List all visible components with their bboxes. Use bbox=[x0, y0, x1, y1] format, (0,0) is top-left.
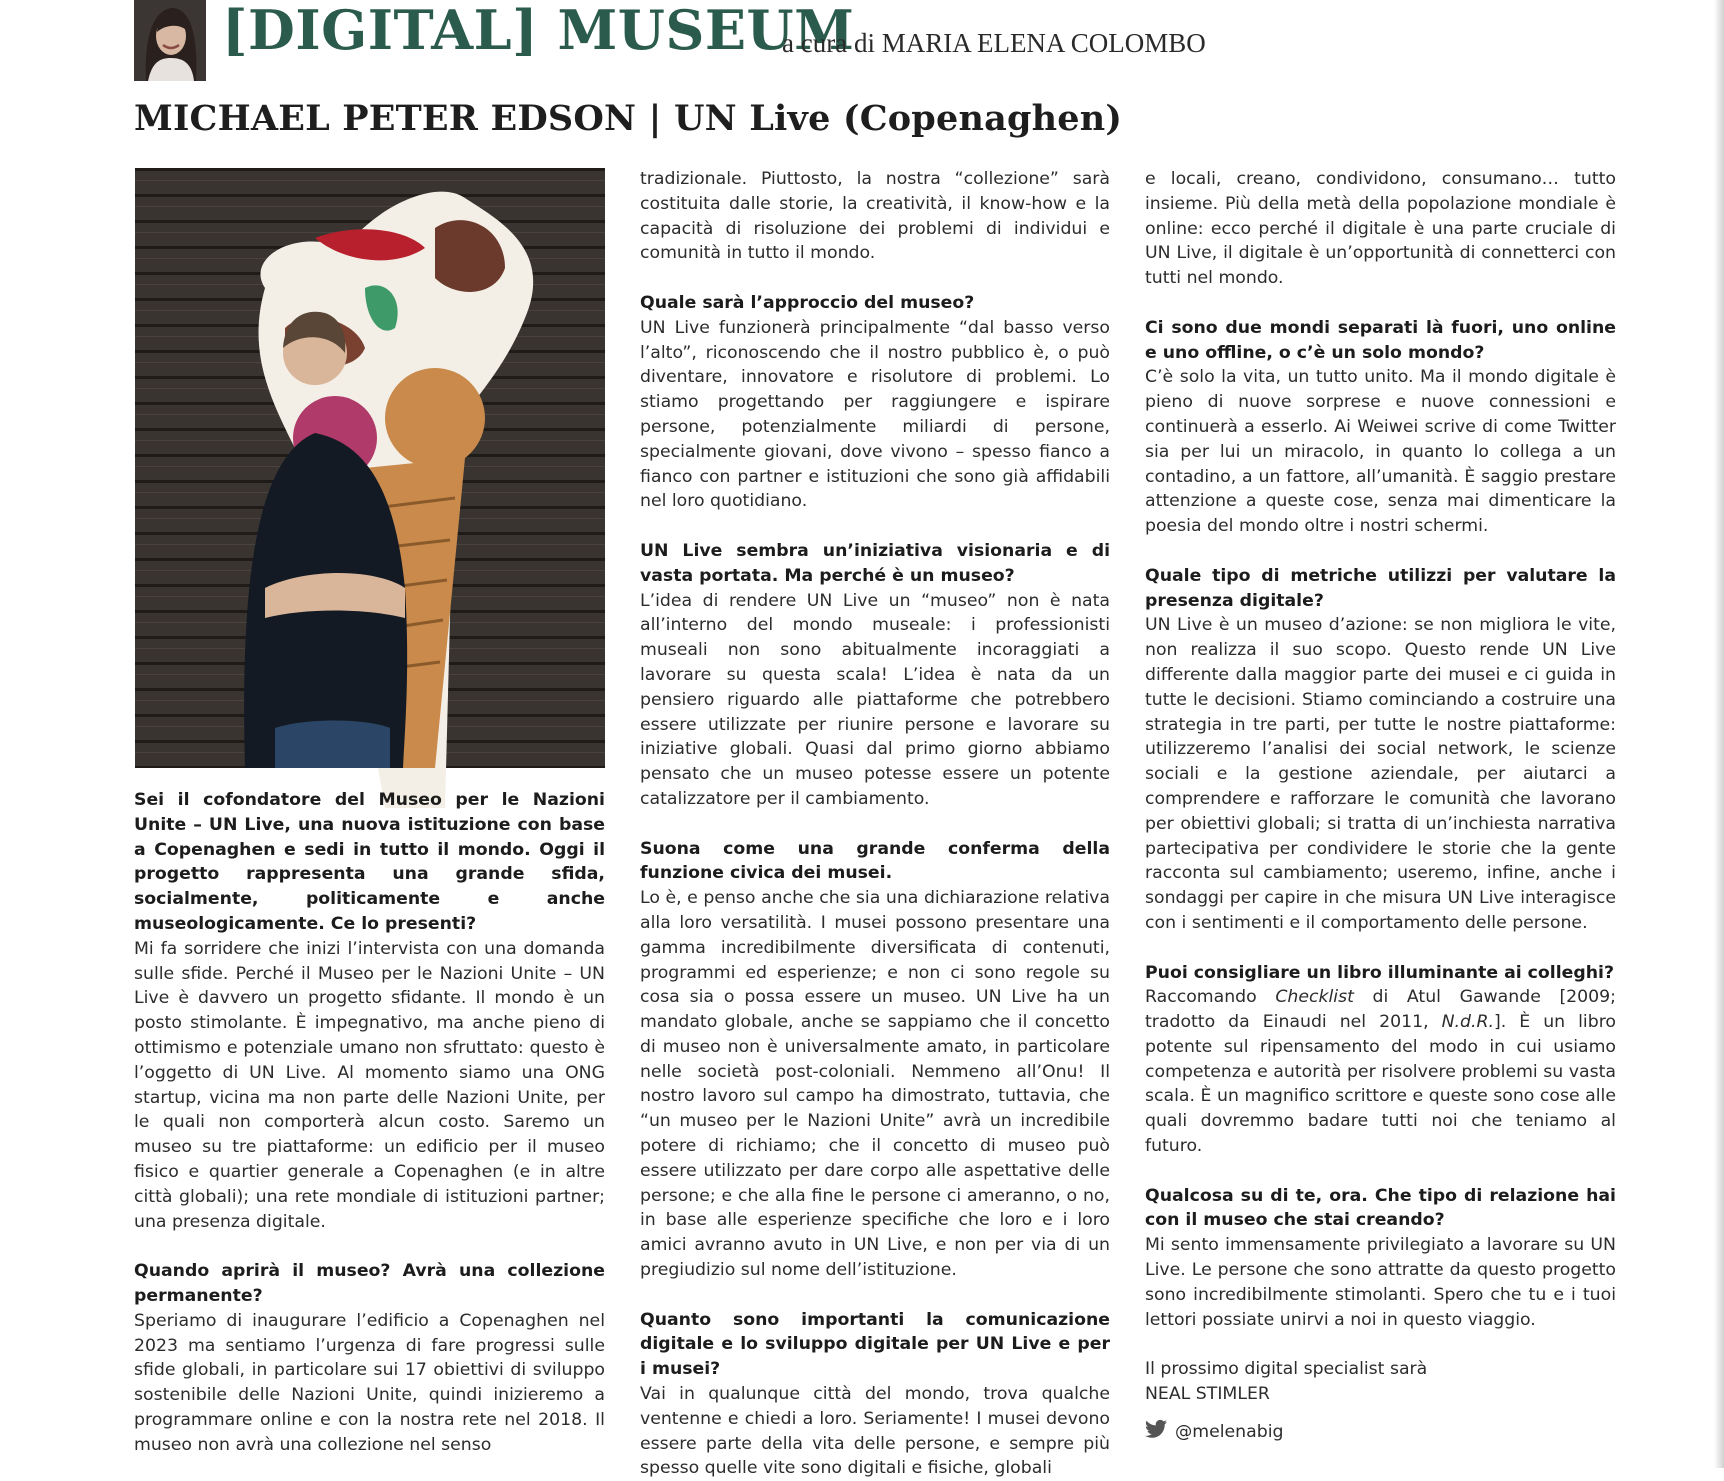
answer-text: UN Live funzionerà principalmente “dal basso verso l’alto”, riconoscendo che il nostro pubblico è, o può diventare, innovatore e risolutore di problemi. Lo stiamo progettando per raggiungere e ispirare persone, potenzialmente miliardi di persone, specialmente giovani, dove vivono – spesso fianco a fianco con partner e istituzioni che sono già affidabili nel loro quotidiano. bbox=[640, 317, 1110, 512]
question-text: Quando aprirà il museo? Avrà una collezione permanente? bbox=[134, 1261, 605, 1306]
curator-credit: a cura di MARIA ELENA COLOMBO bbox=[782, 28, 1206, 58]
next-specialist-intro: Il prossimo digital specialist sarà bbox=[1145, 1359, 1428, 1380]
answer-text: Mi sento immensamente privilegiato a lavorare su UN Live. Le persone che sono attratte da questo progetto sono incredibilmente stimolanti. Spero che tu e i tuoi lettori possiate unirvi a noi in questo viaggio. bbox=[1145, 1235, 1616, 1330]
interview-block-3 bbox=[640, 291, 1110, 514]
interview-block-9 bbox=[1145, 961, 1616, 1159]
interview-block-6 bbox=[640, 1308, 1110, 1481]
twitter-handle[interactable]: @melenabig bbox=[1175, 1422, 1284, 1443]
interview-block-8 bbox=[1145, 564, 1616, 936]
answer-text: Speriamo di inaugurare l’edificio a Copenaghen nel 2023 ma sentiamo l’urgenza di fare progressi sulle sfide globali, in particolare sui 17 obiettivi di sviluppo sostenibile delle Nazioni Unite, quindi inizieremo a programmare online e con la nostra rete nel 2018. Il museo non avrà una collezione nel senso bbox=[134, 1310, 605, 1455]
interview-block-1 bbox=[134, 788, 605, 1234]
question-text: Suona come una grande conferma della funzione civica dei musei. bbox=[640, 838, 1110, 884]
article-column-1 bbox=[134, 788, 605, 1458]
interview-block-4 bbox=[640, 539, 1110, 812]
question-text: UN Live sembra un’iniziativa visionaria e di vasta portata. Ma perché è un museo? bbox=[640, 540, 1110, 586]
curator-portrait bbox=[134, 0, 206, 81]
closing-note bbox=[1145, 1357, 1616, 1446]
question-text: Quale tipo di metriche utilizzi per valutare la presenza digitale? bbox=[1145, 565, 1616, 611]
interview-block-2 bbox=[134, 1259, 605, 1457]
answer-text-mid: di Atul Gawande [2009; tradotto da Einaudi nel 2011, bbox=[1145, 987, 1616, 1033]
answer-continuation: e locali, creano, condividono, consumano… tutto insieme. Più della metà della popolazione mondiale è online: ecco perché il digitale è una parte cruciale di UN Live, il digitale è un’opportunità di connetterci con tutti nel mondo. bbox=[1145, 169, 1616, 289]
answer-text: Lo è, e penso anche che sia una dichiarazione relativa alla loro versatilità. I musei possono presentare una gamma incredibilmente diversificata di contenuti, programmi ed esperienze; e non ci sono regole su cosa sia o possa essere un museo. UN Live ha un mandato globale, anche se sappiamo che il concetto di museo non è universalmente amato, in particolare nelle società post-coloniali. Nemmeno all’Onu! Il nostro lavoro sul campo ha dimostrato, tuttavia, che “un museo per le Nazioni Unite” avrà un incredibile potere di richiamo; che il concetto di museo può essere utilizzato per dare corpo alle aspettative delle persone; e che alla fine le persone ci ameranno, o no, in base alle esperienze specifiche che loro e i loro amici avranno avuto in UN Live, e non per via di un pregiudizio sul nome dell’istituzione. bbox=[640, 888, 1110, 1281]
article-title: MICHAEL PETER EDSON | UN Live (Copenaghen) bbox=[134, 98, 1123, 139]
answer-text-pre: Raccomando bbox=[1145, 987, 1276, 1008]
question-text: Quale sarà l’approccio del museo? bbox=[640, 292, 975, 313]
question-text: Ci sono due mondi separati là fuori, uno online e uno offline, o c’è un solo mondo? bbox=[1145, 317, 1616, 363]
interview-block-7 bbox=[1145, 316, 1616, 539]
interviewee-photo bbox=[135, 168, 605, 768]
page-edge-shadow bbox=[1714, 0, 1724, 1468]
answer-text: Vai in qualunque città del mondo, trova qualche ventenne e chiedi a loro. Seriamente! I musei devono essere parte della vita delle persone, e sempre più spesso quelle vite sono digitali e fisiche, globali bbox=[640, 1384, 1110, 1479]
twitter-handle-row[interactable] bbox=[1145, 1419, 1616, 1447]
answer-text: Mi fa sorridere che inizi l’intervista con una domanda sulle sfide. Perché il Museo per le Nazioni Unite – UN Live è davvero un progetto sfidante. Il mondo è un posto stimolante. È impegnativo, ma anche pieno di ottimismo e potenziale umano non sfruttato: questo è l’oggetto di UN Live. Al momento siamo una ONG startup, vicina ma non parte delle Nazioni Unite, per le quali non comporterà alcun costo. Saremo un museo su tre piattaforme: un edificio per il museo fisico e quartier generale a Copenaghen (e in altre città globali); una rete mondiale di istituzioni partner; una presenza digitale. bbox=[134, 938, 605, 1232]
interview-block-10 bbox=[1145, 1184, 1616, 1333]
question-text: Puoi consigliare un libro illuminante ai colleghi? bbox=[1145, 962, 1614, 983]
section-title: [DIGITAL] MUSEUM bbox=[222, 0, 855, 62]
next-specialist-name: NEAL STIMLER bbox=[1145, 1384, 1270, 1405]
twitter-bird-icon bbox=[1145, 1419, 1167, 1447]
page-header bbox=[134, 0, 1634, 82]
answer-text: L’idea di rendere UN Live un “museo” non è nata all’interno del mondo museale: i professionisti museali non sono abitualmente incoraggiati a lavorare su questa scala! L’idea è nata da un pensiero riguardo alle piattaforme che potrebbero essere utilizzate per riunire persone e lavorare su iniziative globali. Quasi dal primo giorno abbiamo pensato che un museo potesse essere un potente catalizzatore per il cambiamento. bbox=[640, 590, 1110, 809]
interview-block-5 bbox=[640, 837, 1110, 1283]
answer-text-post: ]. È un libro potente sul ripensamento del modo in cui usiamo competenza e autorità per risolvere problemi su vasta scala. È un magnifico scrittore e queste sono cose alle quali dovremmo badare tutti noi che teniamo al futuro. bbox=[1145, 1012, 1616, 1157]
article-column-2 bbox=[640, 167, 1110, 1481]
answer-continuation: tradizionale. Piuttosto, la nostra “collezione” sarà costituita dalle storie, la creatività, il know-how e la capacità di risoluzione dei problemi di individui e comunità in tutto il mondo. bbox=[640, 169, 1110, 264]
answer-text: C’è solo la vita, un tutto unito. Ma il mondo digitale è pieno di nuove sorprese e nuove connessioni e continuerà a esserlo. Ai Weiwei scrive di come Twitter sia per lui un miracolo, in quanto lo collega a un contadino, a un fattore, all’umanità. È saggio prestare attenzione a queste cose, senza mai dimenticare la poesia del mondo oltre i nostri schermi. bbox=[1145, 367, 1616, 537]
question-text: Sei il cofondatore del Museo per le Nazioni Unite – UN Live, una nuova istituzione con base a Copenaghen e sedi in tutto il mondo. Oggi il progetto rappresenta una grande sfida, socialmente, politicamente e anche museologicamente. Ce lo presenti? bbox=[134, 790, 605, 934]
editor-note: N.d.R. bbox=[1441, 1012, 1495, 1033]
article-column-3 bbox=[1145, 167, 1616, 1447]
answer-text: UN Live è un museo d’azione: se non migliora le vite, non realizza il suo scopo. Questo rende UN Live differente dalla maggior parte dei musei e ci guida in tutte le decisioni. Stiamo cominciando a costruire una strategia in tre parti, per tutte le nostre piattaforme: utilizzeremo l’analisi dei social network, le scienze sociali e la gestione aziendale, per aiutarci a comprendere e rafforzare le comunità che lavorano per obiettivi globali; si tratta di un’inchiesta narrativa partecipativa per condividere le storie che la gente racconta sul cambiamento; useremo, infine, anche i sondaggi per capire in che misura UN Live interagisce con i sentimenti e il comportamento delle persone. bbox=[1145, 615, 1616, 933]
question-text: Quanto sono importanti la comunicazione digitale e lo sviluppo digitale per UN Live e per i musei? bbox=[640, 1309, 1110, 1380]
book-title: Checklist bbox=[1275, 987, 1354, 1008]
question-text: Qualcosa su di te, ora. Che tipo di relazione hai con il museo che stai creando? bbox=[1145, 1185, 1616, 1231]
